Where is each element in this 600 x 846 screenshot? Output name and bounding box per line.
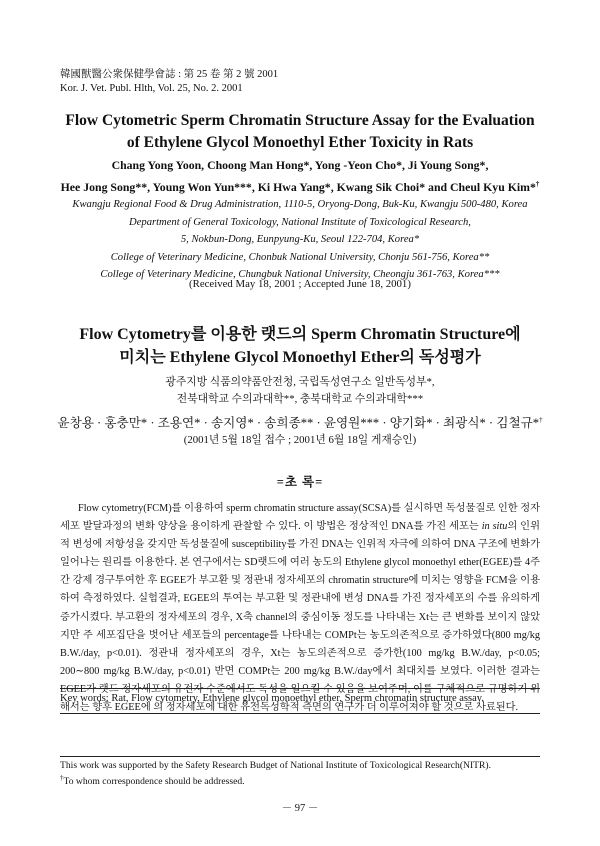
english-authors-line-1: Chang Yong Yoon, Choong Man Hong*, Yong -Yeon Cho*, Ji Young Song*, (111, 158, 489, 172)
korean-title (30, 323, 570, 369)
affiliation-line: College of Veterinary Medicine, Chonbuk National University, Chonju 561-756, Korea** (110, 251, 490, 263)
korean-authors (30, 412, 570, 431)
english-authors (30, 156, 570, 197)
korean-title-line-1: Flow Cytometry를 이용한 랫드의 Sperm Chromatin Structure에 (79, 326, 521, 343)
english-authors-line-2-text: Hee Jong Song**, Young Won Yun***, Ki Hwa Yang*, Kwang Sik Choi* and Cheul Kyu Kim* (60, 179, 536, 194)
affiliation-line: Department of General Toxicology, National Institute of Toxicological Research, (129, 216, 471, 228)
keywords-top-rule (60, 688, 540, 689)
footnote-correspondence (60, 774, 540, 787)
affiliation-line: 5, Nokbun-Dong, Eunpyung-Ku, Seoul 122-704, Korea* (180, 234, 420, 245)
footnote-rule (60, 756, 540, 757)
english-title-line-2: of Ethylene Glycol Monoethyl Ether Toxicity in Rats (126, 134, 474, 151)
english-title-line-1: Flow Cytometric Sperm Chromatin Structure Assay for the Evaluation (65, 112, 535, 129)
abstract-text-part-1: Flow cytometry(FCM)를 이용하여 sperm chromatin structure assay(SCSA)를 실시하면 독성물질로 인한 정자세포 발달과정의 변화 양상을 용이하게 관찰할 수 있다. 이 방법은 정상적인 DNA를 가진 세포는 (60, 503, 540, 533)
received-dates-korean: (2001년 5월 18일 접수 ; 2001년 6월 18일 게재승인) (183, 434, 417, 446)
english-affiliations (30, 196, 570, 284)
footnote-dagger: † (60, 774, 64, 782)
footnote-funding: This work was supported by the Safety Research Budget of National Institute of Toxicological Research(NITR). (60, 760, 492, 771)
korean-affiliations (30, 374, 570, 408)
abstract-text-part-2: 의 인위적 변성에 저항성을 갖지만 독성물질에 susceptibility를 가진 DNA는 인위적 자극에 의하여 DNA 구조에 변화가 일어나는 원리를 이용한다. 본 연구에서는 SD랫드에 여러 농도의 Ethylene glycol monoethyl ether(EGEE)를 4주간 강제 경구투여한 후 EGEE가 부고환 및 정관내 정자세포의 chromatin structure에 미치는 영향을 FCM을 이용하여 측정하였다. 실험결과, EGEE의 투여는 부고환 및 정관내에 변성 DNA를 가진 정자세포의 수를 유의하게 증가시켰다. 부고환의 정자세포의 경우, X축 channel의 중심이동 정도를 나타내는 Xt는 큰 변화를 보이지 않았지만 주 세포집단을 벗어난 세포들의 percentage를 나타내는 COMPt는 농도의존적으로 증가하였다(800 mg/kg B.W./day, p<0.01). 정관내 정자세포의 경우, Xt는 농도의존적으로 증가한(100 mg/kg B.W./day, p<0.05; 200∼800 mg/kg B.W./day, p<0.01) 반면 COMPt는 200 mg/kg B.W./day에서 최대치를 보였다. 이러한 결과는 EGEE가 랫드 정자세포의 유전자 수준에서도 독성을 일으킬 수 있음을 보여주며, 이를 구체적으로 규명하기 위해서는 향후 EGEE에 의 정자세포에 대한 유전독성학적 측면의 연구가 더 이루어져야 할 것으로 사료된다. (60, 521, 540, 714)
english-authors-line-2 (30, 175, 570, 197)
affiliation-line: Kwangju Regional Food & Drug Administration, 1110-5, Oryong-Dong, Buk-Ku, Kwangju 500-480, Korea (72, 199, 528, 210)
footnote-correspondence-text: To whom correspondence should be addressed. (63, 776, 245, 788)
korean-authors-text: 윤창용 · 홍충만* · 조용연* · 송지영* · 송희종** · 윤영원*** · 양기화* · 최광식* · 김철규* (57, 416, 540, 430)
korean-corresponding-dagger: † (539, 415, 543, 424)
page-number: － 97 － (281, 803, 319, 814)
korean-affiliation-line: 전북대학교 수의과대학**, 충북대학교 수의과대학*** (176, 393, 424, 405)
keywords: Key words: Rat, Flow cytometry, Ethylene glycol monoethyl ether, Sperm chromatin structure assay. (60, 693, 484, 704)
abstract-heading: =초 록= (276, 475, 324, 489)
english-title (40, 110, 560, 154)
abstract-italic-term: in situ (481, 521, 508, 533)
journal-header-korean: 韓國獸醫公衆保健學會誌 : 第 25 卷 第 2 號 2001 (60, 69, 279, 80)
received-dates-english: (Received May 18, 2001 ; Accepted June 18, 2001) (189, 278, 411, 290)
abstract-body (60, 500, 540, 717)
keywords-bottom-rule (60, 713, 540, 714)
korean-title-line-2: 미치는 Ethylene Glycol Monoethyl Ether의 독성평가 (119, 349, 481, 366)
journal-header-english: Kor. J. Vet. Publ. Hlth, Vol. 25, No. 2. 2001 (60, 83, 243, 94)
korean-affiliation-line: 광주지방 식품의약품안전청, 국립독성연구소 일반독성부*, (165, 376, 435, 388)
affiliation-line: College of Veterinary Medicine, Chungbuk National University, Cheongju 361-763, Korea*** (100, 269, 500, 280)
journal-header (60, 68, 278, 96)
corresponding-dagger: † (535, 180, 540, 188)
